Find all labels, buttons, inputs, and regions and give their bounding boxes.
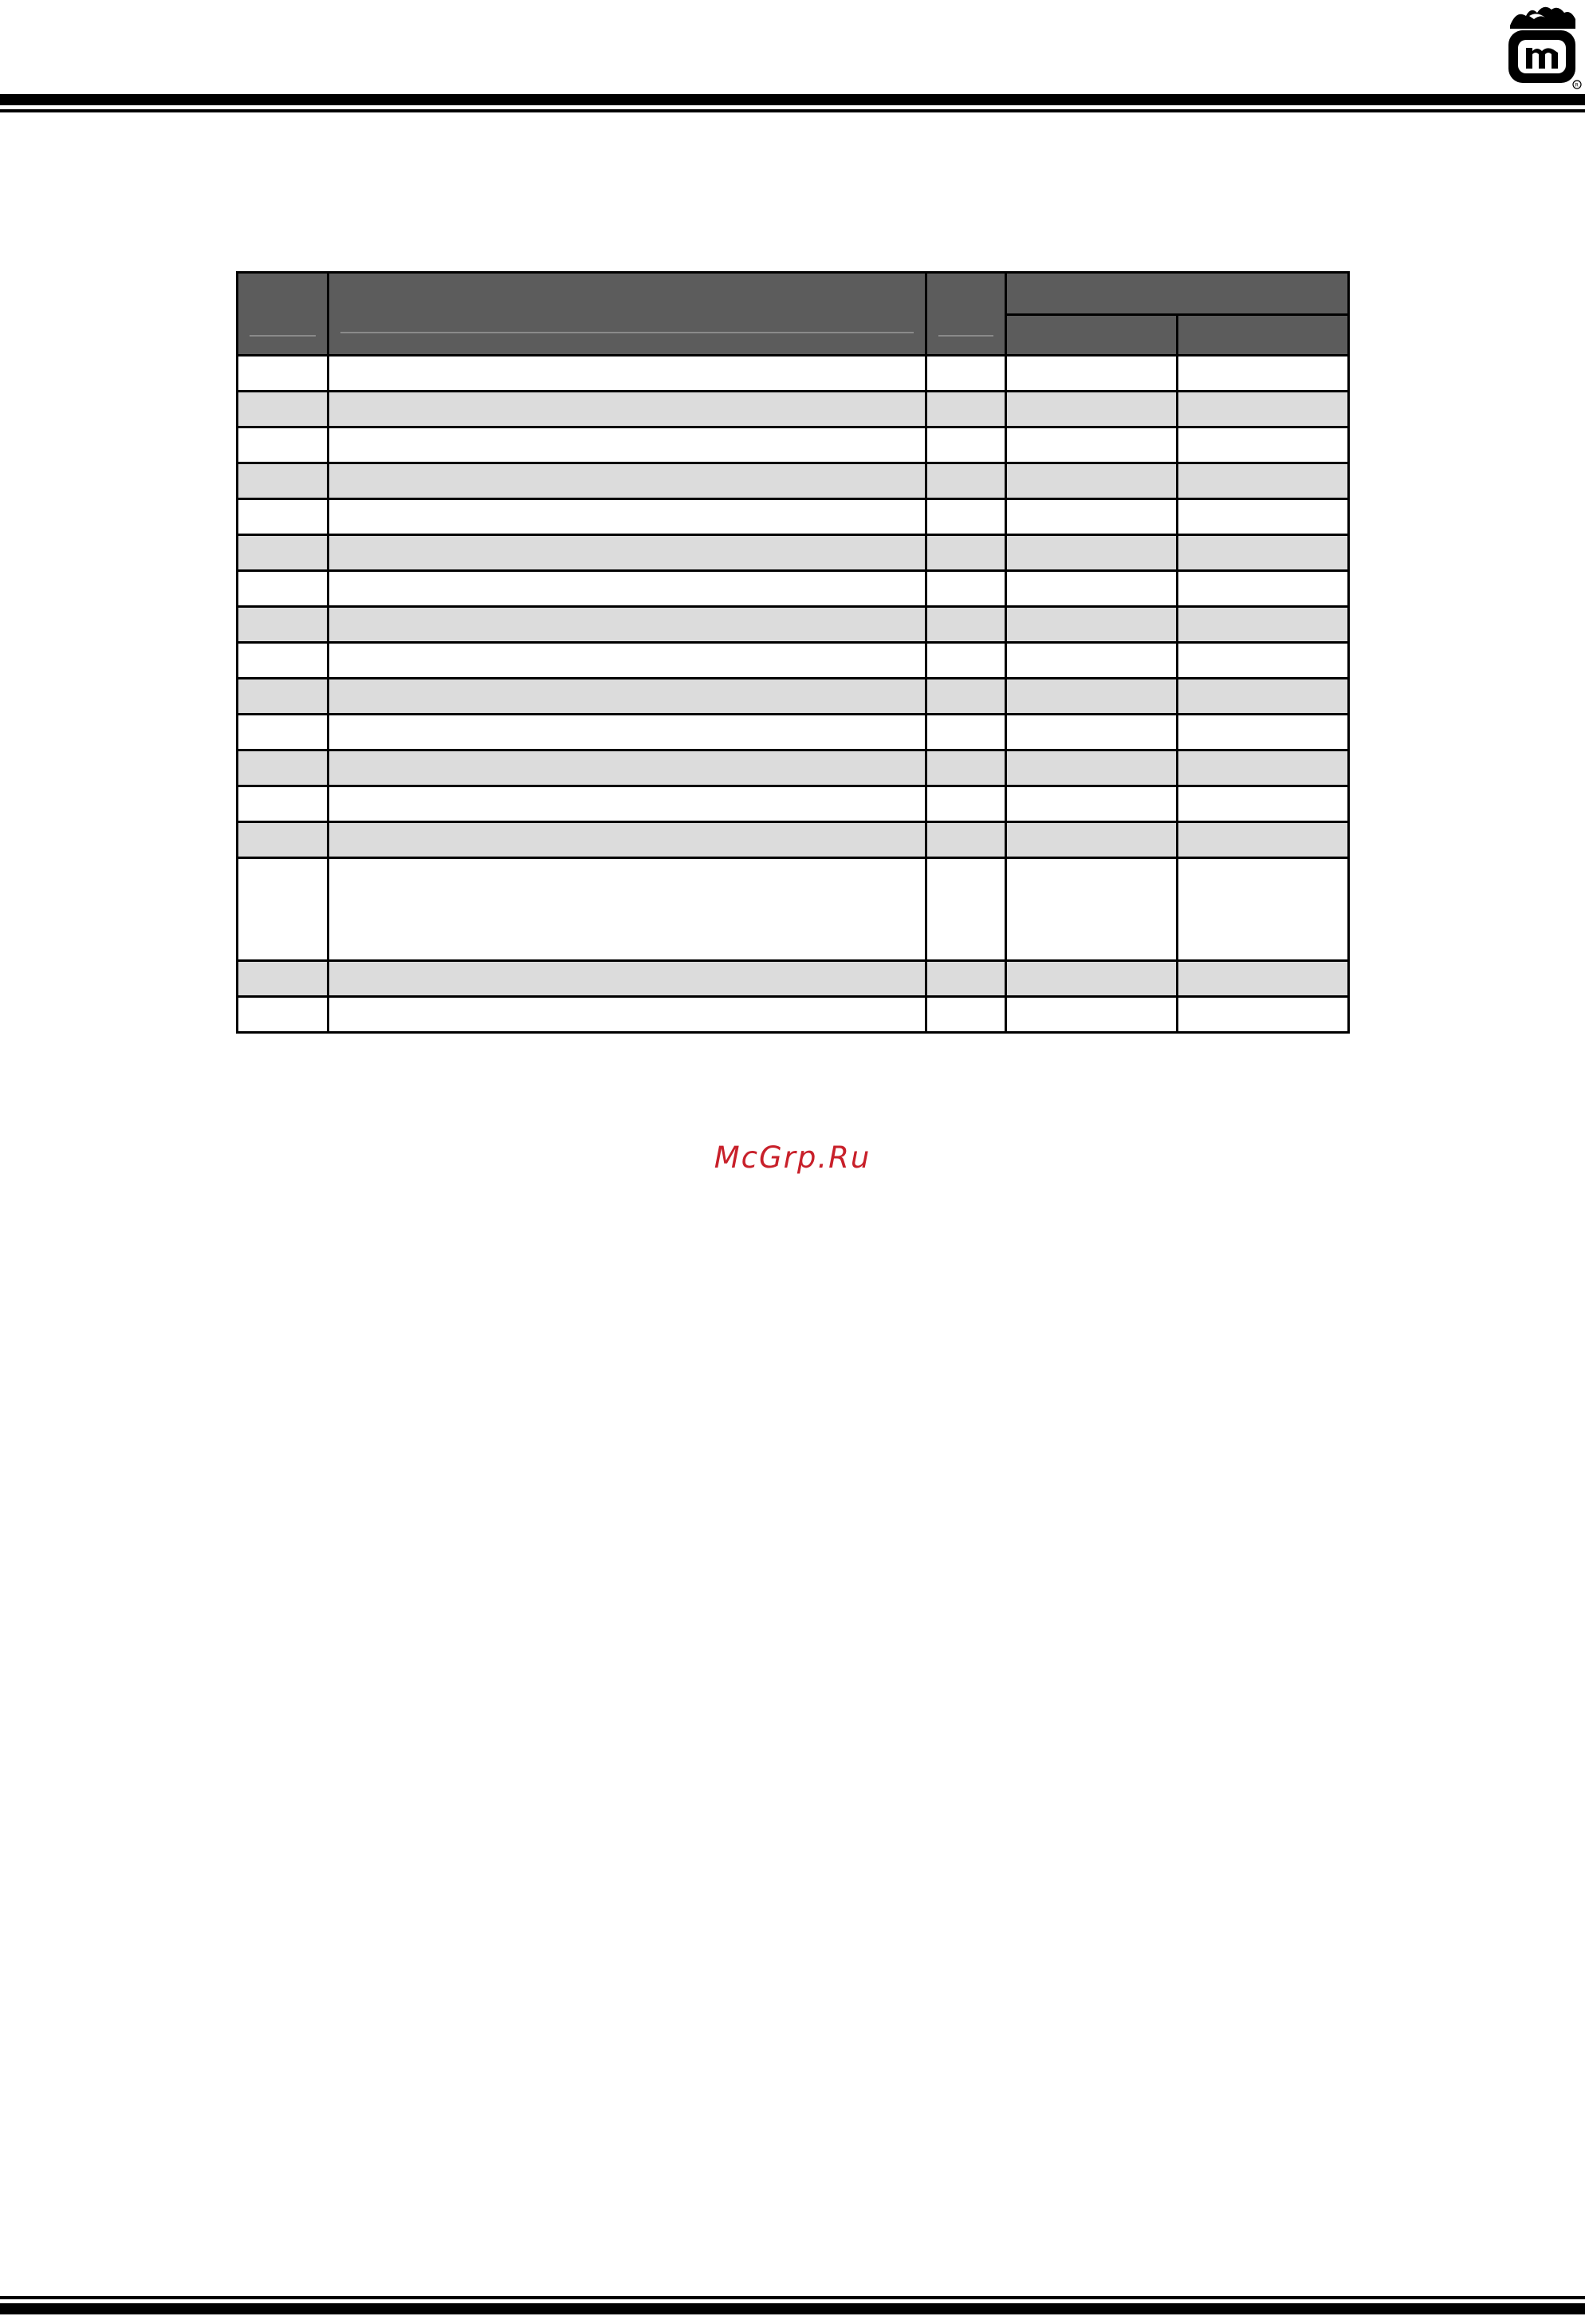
watermark-text: McGrp.Ru (714, 1140, 871, 1175)
table-row (238, 750, 1349, 786)
spec-table (236, 271, 1350, 1034)
table-row (238, 822, 1349, 858)
header-cell-no (238, 273, 328, 356)
header-cell-group (1006, 273, 1349, 315)
table-row (238, 392, 1349, 427)
svg-text:R: R (1575, 82, 1579, 89)
table-row (238, 643, 1349, 679)
table-row (238, 679, 1349, 715)
header-cell-sub-a (1006, 315, 1178, 356)
table-row (238, 535, 1349, 571)
table-row (238, 786, 1349, 822)
table-row (238, 463, 1349, 499)
table-row (238, 356, 1349, 392)
header-cell-description (328, 273, 926, 356)
table-row (238, 961, 1349, 997)
table-row (238, 499, 1349, 535)
table-row (238, 715, 1349, 750)
header-cell-sub-b (1178, 315, 1349, 356)
header-rule (0, 94, 1585, 105)
footer-rule-thin (0, 2296, 1585, 2299)
table-row (238, 858, 1349, 961)
table-row (238, 997, 1349, 1033)
header-cell-qty (926, 273, 1006, 356)
brand-logo-icon (1505, 2, 1582, 89)
table-row (238, 571, 1349, 607)
header-rule-thin (0, 109, 1585, 112)
footer-rule (0, 2303, 1585, 2314)
table-row (238, 607, 1349, 643)
table-header-row (238, 273, 1349, 315)
table-row (238, 427, 1349, 463)
